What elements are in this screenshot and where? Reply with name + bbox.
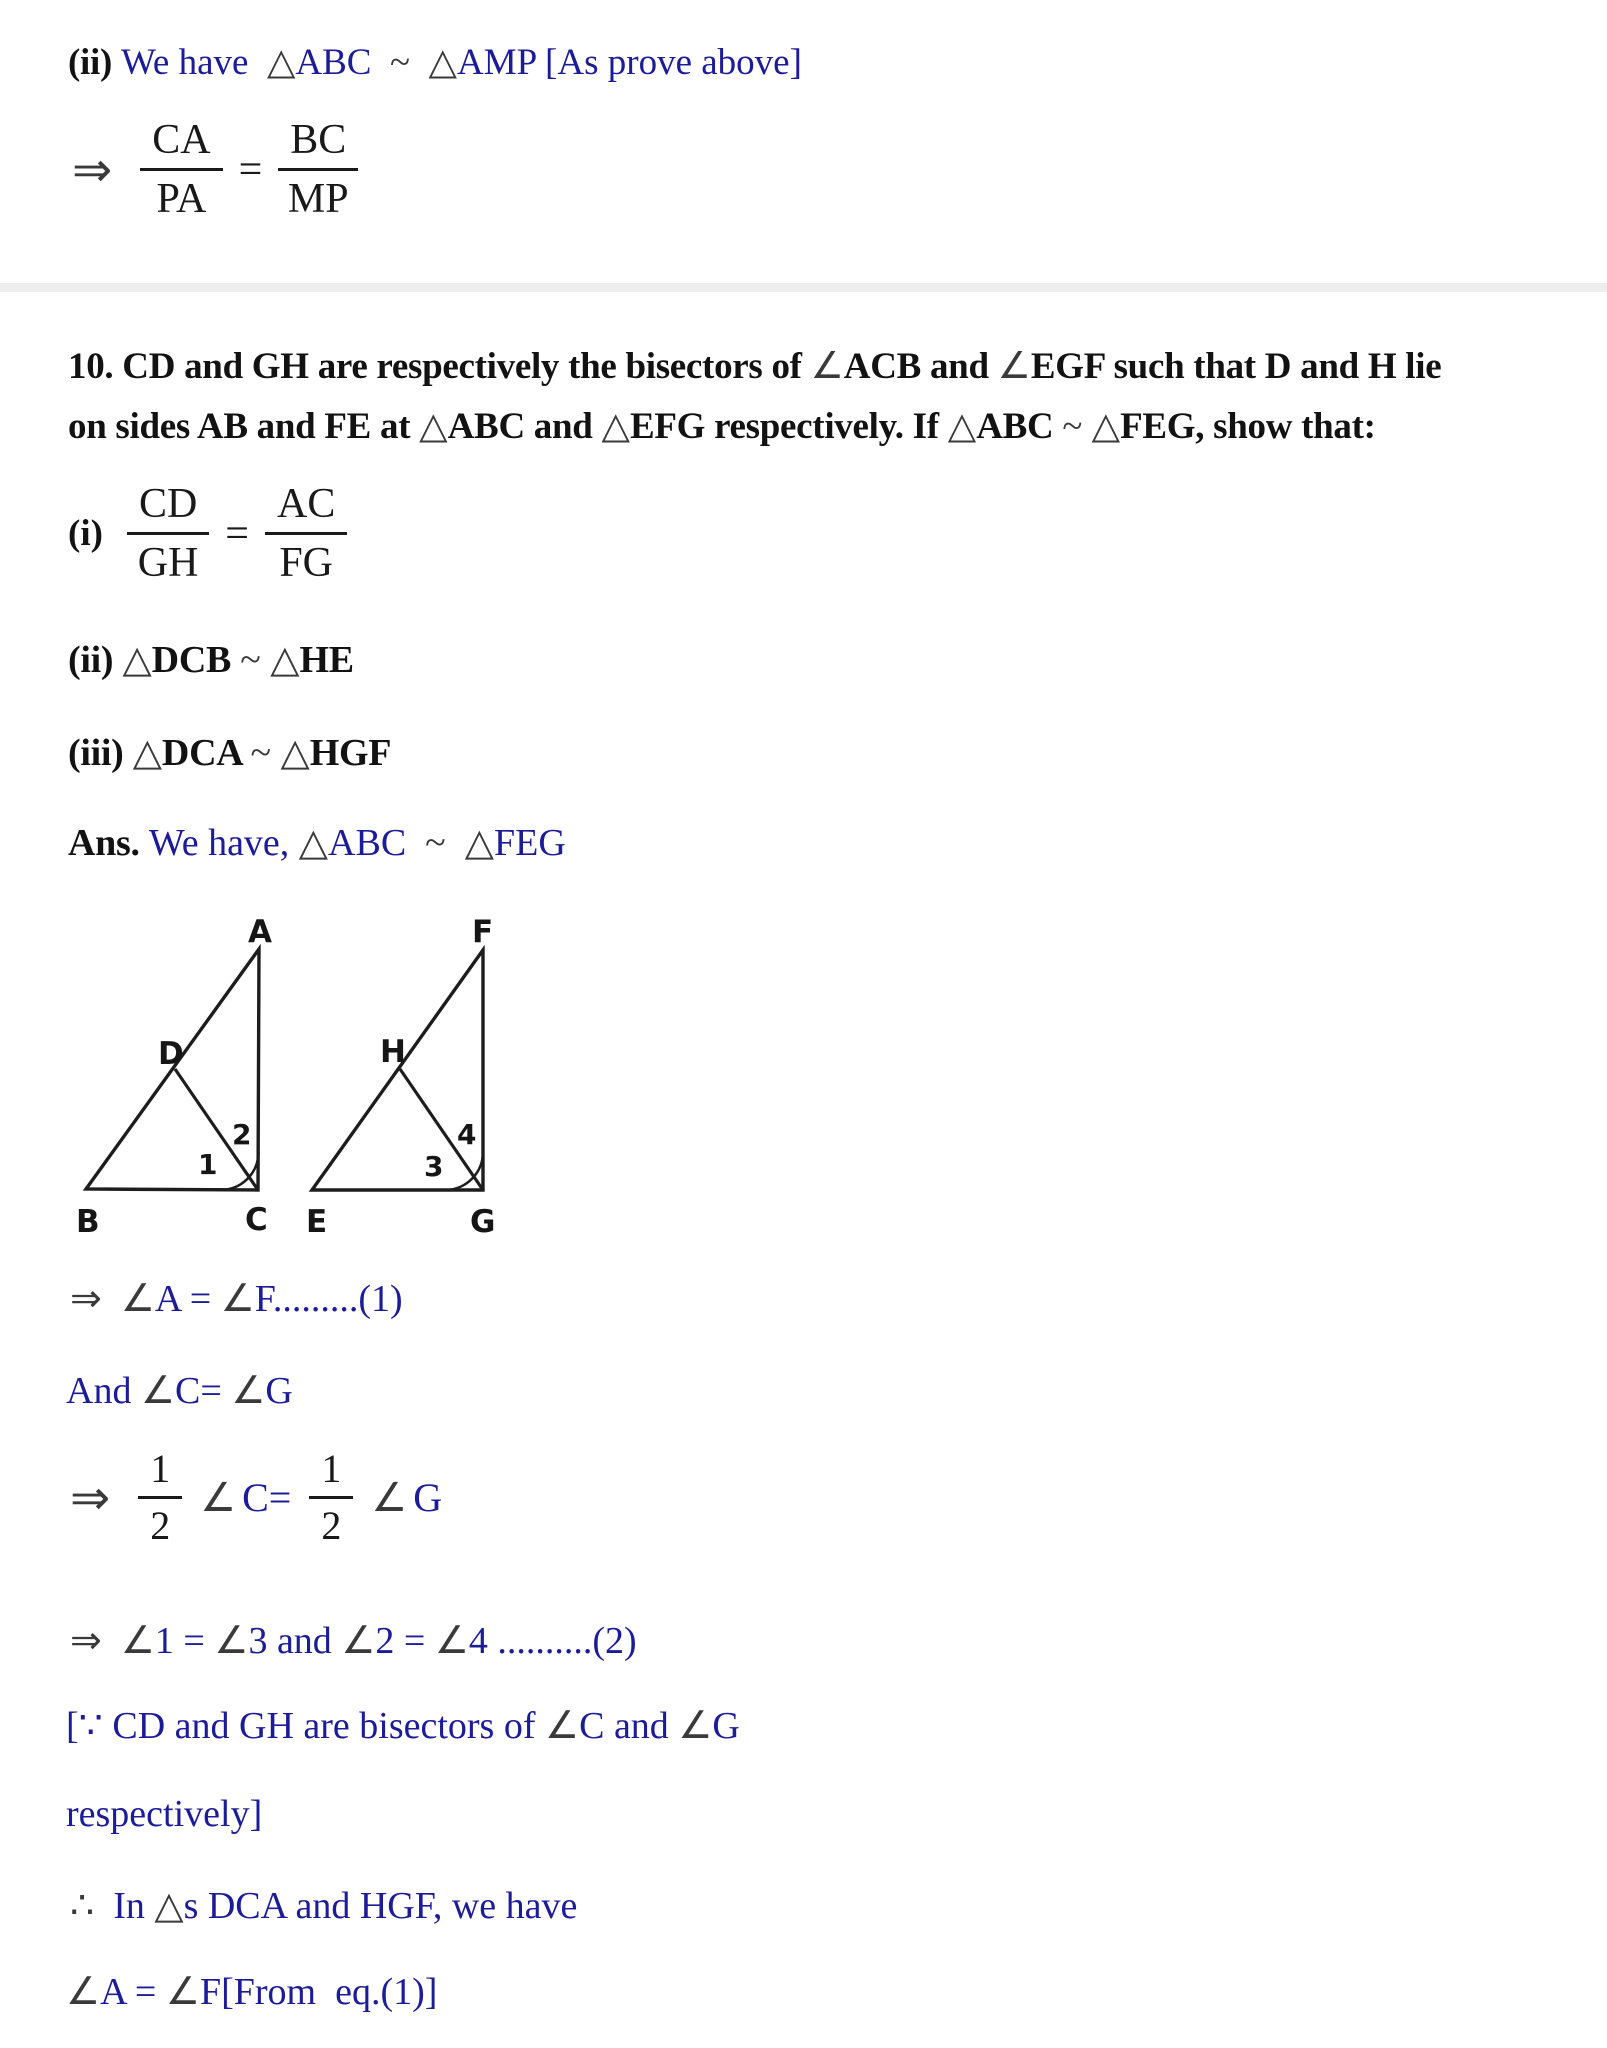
similar-triangles-figure <box>60 912 500 1247</box>
question-item-iii <box>68 730 391 778</box>
text-segment: ~ <box>415 822 465 864</box>
text-segment: (ii) <box>68 639 123 681</box>
text-segment: ABC <box>328 822 416 864</box>
proof-step-in-triangles <box>70 1883 577 1931</box>
text-segment: 1 = <box>154 1620 215 1662</box>
question-item-ii <box>68 637 354 685</box>
fraction-numerator: 1 <box>309 1448 353 1499</box>
text-segment: HE <box>299 639 354 681</box>
text-segment: △ <box>464 822 494 864</box>
fraction-one-half <box>309 1448 353 1547</box>
triangle-efg <box>306 914 495 1240</box>
proof-note-respectively <box>66 1791 262 1839</box>
angle-c-equals: C= <box>242 1475 292 1520</box>
triangle-abc <box>76 914 272 1240</box>
text-segment: ~ <box>380 42 429 83</box>
text-segment: FEG <box>493 822 566 864</box>
text-segment: ∠ <box>120 1620 155 1662</box>
text-segment: ∴ <box>70 1885 104 1927</box>
text-segment: ∠ <box>140 1370 176 1412</box>
vertex-label-d: D <box>158 1036 184 1072</box>
text-segment: (ii) <box>68 42 121 83</box>
answer-part-ii-line <box>68 40 802 86</box>
text-segment: DCB <box>151 639 241 681</box>
vertex-label-f: F <box>472 914 494 950</box>
text-segment: ABC <box>976 406 1063 447</box>
text-segment: △ <box>1091 406 1121 447</box>
text-segment: △ <box>132 732 162 774</box>
fraction-denominator: MP <box>287 176 349 223</box>
fraction-one-half <box>138 1448 182 1547</box>
text-segment: (iii) <box>68 732 133 774</box>
text-segment: Ans. <box>68 822 149 864</box>
text-segment: ∠ <box>231 1370 266 1412</box>
text-segment: △ <box>298 822 329 864</box>
angle-label-3: 3 <box>424 1150 444 1183</box>
fraction-bc-mp <box>278 118 358 221</box>
fraction-numerator: AC <box>265 482 347 535</box>
angle-g-letter: G <box>413 1475 443 1520</box>
proof-step-angle-c-g <box>66 1368 293 1416</box>
text-segment: 4 ..........(2) <box>468 1620 637 1662</box>
equation-half-angles <box>70 1448 442 1547</box>
text-segment: CD and GH are bisectors of <box>112 1705 546 1747</box>
text-segment: ∠ <box>434 1620 469 1662</box>
text-segment: on sides AB and FE at <box>68 406 420 447</box>
text-segment: A = <box>154 1278 221 1320</box>
text-segment: ⇒ <box>70 1620 121 1662</box>
text-segment: ∠ <box>997 346 1031 387</box>
equation-ca-pa-bc-mp <box>72 118 358 221</box>
angle-label-4: 4 <box>457 1118 477 1151</box>
text-segment: ACB and <box>843 346 998 387</box>
fraction-denominator: PA <box>156 176 207 223</box>
text-segment: ~ <box>240 639 271 681</box>
proof-step-angle-a-f <box>70 1276 403 1324</box>
text-segment: ~ <box>250 732 281 774</box>
text-segment: EGF such that D and H lie <box>1030 346 1442 387</box>
text-segment: ~ <box>1062 406 1092 447</box>
vertex-label-c: C <box>245 1202 268 1238</box>
implies-arrow-icon: ⇒ <box>72 143 113 197</box>
text-segment: △ <box>419 406 448 447</box>
fraction-ac-fg <box>265 482 347 585</box>
text-segment: respectively] <box>66 1793 263 1835</box>
text-segment: △ <box>122 639 152 681</box>
fraction-numerator: CA <box>140 118 222 171</box>
text-segment: 10. CD and GH are respectively the bisectors of <box>68 346 811 387</box>
text-segment: ⇒ <box>70 1278 121 1320</box>
text-segment: ∠ <box>120 1278 155 1320</box>
text-segment: ∠ <box>341 1620 376 1662</box>
fraction-denominator: 2 <box>321 1503 342 1548</box>
text-segment: 2 = <box>375 1620 435 1662</box>
text-segment: s DCA and HGF, we have <box>183 1885 578 1927</box>
text-segment: ∠ <box>810 346 844 387</box>
fraction-numerator: 1 <box>138 1448 182 1499</box>
proof-step-angle-a-f-from-eq1 <box>66 1969 437 2017</box>
text-segment: △ <box>947 406 977 447</box>
text-segment: ∠ <box>214 1620 249 1662</box>
text-segment: △ <box>428 42 457 83</box>
text-segment: And <box>66 1370 141 1412</box>
text-segment: In <box>103 1885 155 1927</box>
equals-sign: = <box>238 146 263 193</box>
answer-intro-line <box>68 820 566 868</box>
text-segment: A = <box>100 1971 166 2013</box>
text-segment: △ <box>601 406 630 447</box>
text-segment: We have <box>120 42 267 83</box>
text-segment: [ <box>66 1705 79 1747</box>
equation-item-i <box>68 482 347 585</box>
text-segment: G <box>712 1705 740 1747</box>
text-segment: ABC and <box>447 406 602 447</box>
text-segment: △ <box>266 42 296 83</box>
item-i-label: (i) <box>68 513 103 555</box>
text-segment: DCA <box>161 732 251 774</box>
angle-label-2: 2 <box>232 1118 252 1151</box>
proof-step-angles-1-3-2-4 <box>70 1618 637 1666</box>
text-segment: 3 and <box>248 1620 342 1662</box>
fraction-denominator: 2 <box>150 1503 171 1548</box>
angle-icon: ∠ <box>371 1475 408 1520</box>
vertex-label-g: G <box>470 1204 496 1240</box>
text-segment: F[From eq.(1)] <box>199 1971 438 2013</box>
text-segment: △ <box>270 639 300 681</box>
proof-note-bisectors <box>66 1703 740 1751</box>
text-segment: C and <box>579 1705 679 1747</box>
angle-label-1: 1 <box>198 1148 218 1181</box>
text-segment: AMP [As prove above] <box>456 42 802 83</box>
question-10-line-1 <box>68 337 1441 397</box>
vertex-label-a: A <box>248 914 272 950</box>
text-segment: ∠ <box>545 1705 580 1747</box>
question-10 <box>68 337 1441 457</box>
fraction-denominator: GH <box>137 540 199 587</box>
text-segment: ∠ <box>678 1705 713 1747</box>
fraction-cd-gh <box>127 482 209 585</box>
text-segment: FEG, show that: <box>1120 406 1376 447</box>
vertex-label-e: E <box>306 1204 328 1240</box>
text-segment: EFG respectively. If <box>629 406 948 447</box>
text-segment: ∠ <box>165 1971 200 2013</box>
text-segment: ∠ <box>66 1971 101 2013</box>
text-segment: △ <box>280 732 310 774</box>
text-segment: △ <box>154 1885 184 1927</box>
fraction-denominator: FG <box>279 540 334 587</box>
implies-arrow-icon: ⇒ <box>70 1471 111 1525</box>
fraction-numerator: BC <box>278 118 358 171</box>
angle-icon: ∠ <box>200 1475 237 1520</box>
fraction-numerator: CD <box>127 482 209 535</box>
question-10-line-2 <box>68 397 1441 457</box>
text-segment: HGF <box>309 732 392 774</box>
section-divider <box>0 283 1607 292</box>
text-segment: ABC <box>295 42 381 83</box>
text-segment: ∠ <box>220 1278 255 1320</box>
vertex-label-b: B <box>76 1204 100 1240</box>
vertex-label-h: H <box>380 1034 406 1070</box>
text-segment: C= <box>175 1370 232 1412</box>
equals-sign: = <box>225 510 249 557</box>
text-segment: ∵ <box>78 1705 113 1747</box>
fraction-ca-pa <box>140 118 222 221</box>
text-segment: We have, <box>148 822 299 864</box>
text-segment: G <box>265 1370 293 1412</box>
text-segment: F.........(1) <box>254 1278 403 1320</box>
